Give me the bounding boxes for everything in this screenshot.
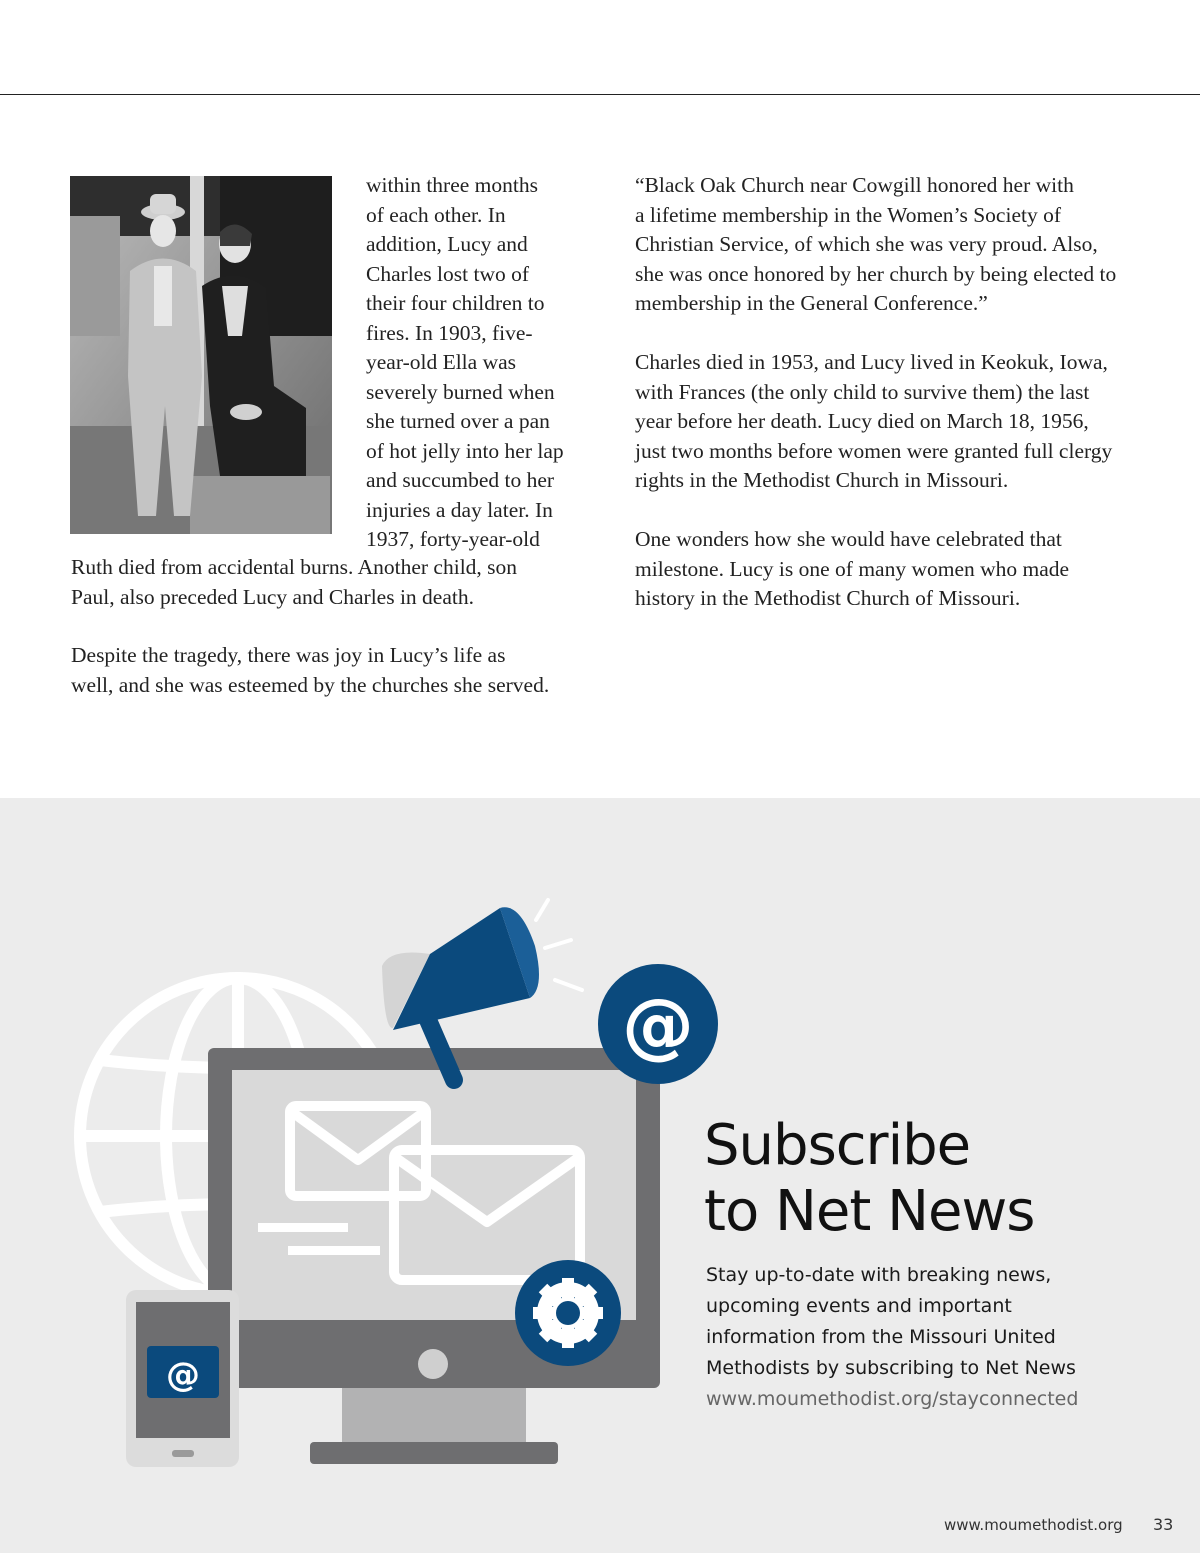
at-symbol: @ [622,983,694,1067]
at-symbol: @ [166,1355,200,1395]
page-number: 33 [1153,1515,1174,1534]
text-line: with Frances (the only child to survive them) the last [635,379,1090,404]
article-wrap-column [366,171,566,555]
text-line: injuries a day later. In [366,497,553,522]
paragraph-gap [635,496,1155,526]
text-line: severely burned when [366,379,555,404]
text-line: fires. In 1903, five- [366,320,533,345]
couple-photo [70,176,332,534]
article-continuation [71,553,571,612]
text-line: milestone. Lucy is one of many women who made [635,556,1070,581]
blurb-line: Methodists by subscribing to Net News [706,1357,1076,1379]
monitor-icon [208,1048,660,1464]
article-right-column [635,171,1155,614]
text-line: Despite the tragedy, there was joy in Lucy’s life as [71,643,506,667]
footer-site-link[interactable]: www.moumethodist.org [944,1516,1123,1534]
promo-blurb [706,1260,1078,1415]
text-line: and succumbed to her [366,468,555,492]
promo-headline [704,1113,1034,1245]
paragraph-gap [635,319,1155,349]
text-line: Christian Service, of which she was very proud. Also, [635,232,1098,256]
headline-line: Subscribe [704,1113,971,1178]
phone-icon [126,1290,239,1467]
text-line: Ruth died from accidental burns. Another child, son [71,555,518,579]
text-line: Charles lost two of [366,261,530,286]
text-line: well, and she was esteemed by the churches she served. [71,672,550,697]
text-line: “Black Oak Church near Cowgill honored her with [635,173,1074,197]
text-line: Charles died in 1953, and Lucy lived in Keokuk, Iowa, [635,350,1108,374]
text-line: within three months [366,173,538,197]
gear-icon [515,1260,621,1366]
text-line: of each other. In [366,202,506,227]
at-badge-icon [598,964,718,1084]
text-line: One wonders how she would have celebrated that [635,527,1062,551]
text-line: history in the Methodist Church of Missouri. [635,586,1021,610]
header-rule [0,94,1200,95]
text-line-graphic [258,1223,348,1232]
text-line: rights in the Methodist Church in Missouri. [635,468,1009,492]
headline-line: to Net News [704,1179,1035,1244]
subscribe-link[interactable]: www.moumethodist.org/stayconnected [706,1388,1079,1410]
text-line: year before her death. Lucy died on March 18, 1956, [635,409,1089,433]
text-line-graphic [288,1246,380,1255]
text-line: she was once honored by her church by being elected to [635,261,1117,286]
text-line: just two months before women were granted full clergy [635,438,1113,463]
blurb-line: upcoming events and important [706,1295,1012,1317]
text-line: addition, Lucy and [366,232,528,256]
text-line: membership in the General Conference.” [635,291,988,315]
text-line: Paul, also preceded Lucy and Charles in death. [71,584,474,609]
text-line: she turned over a pan [366,409,550,433]
article-paragraph [71,641,571,700]
blurb-line: Stay up-to-date with breaking news, [706,1264,1052,1286]
text-line: their four children to [366,291,545,315]
text-line: a lifetime membership in the Women’s Society of [635,202,1061,227]
text-line: 1937, forty-year-old [366,527,540,551]
text-line: of hot jelly into her lap [366,438,564,463]
text-line: year-old Ella was [366,350,517,374]
blurb-line: information from the Missouri United [706,1326,1056,1348]
